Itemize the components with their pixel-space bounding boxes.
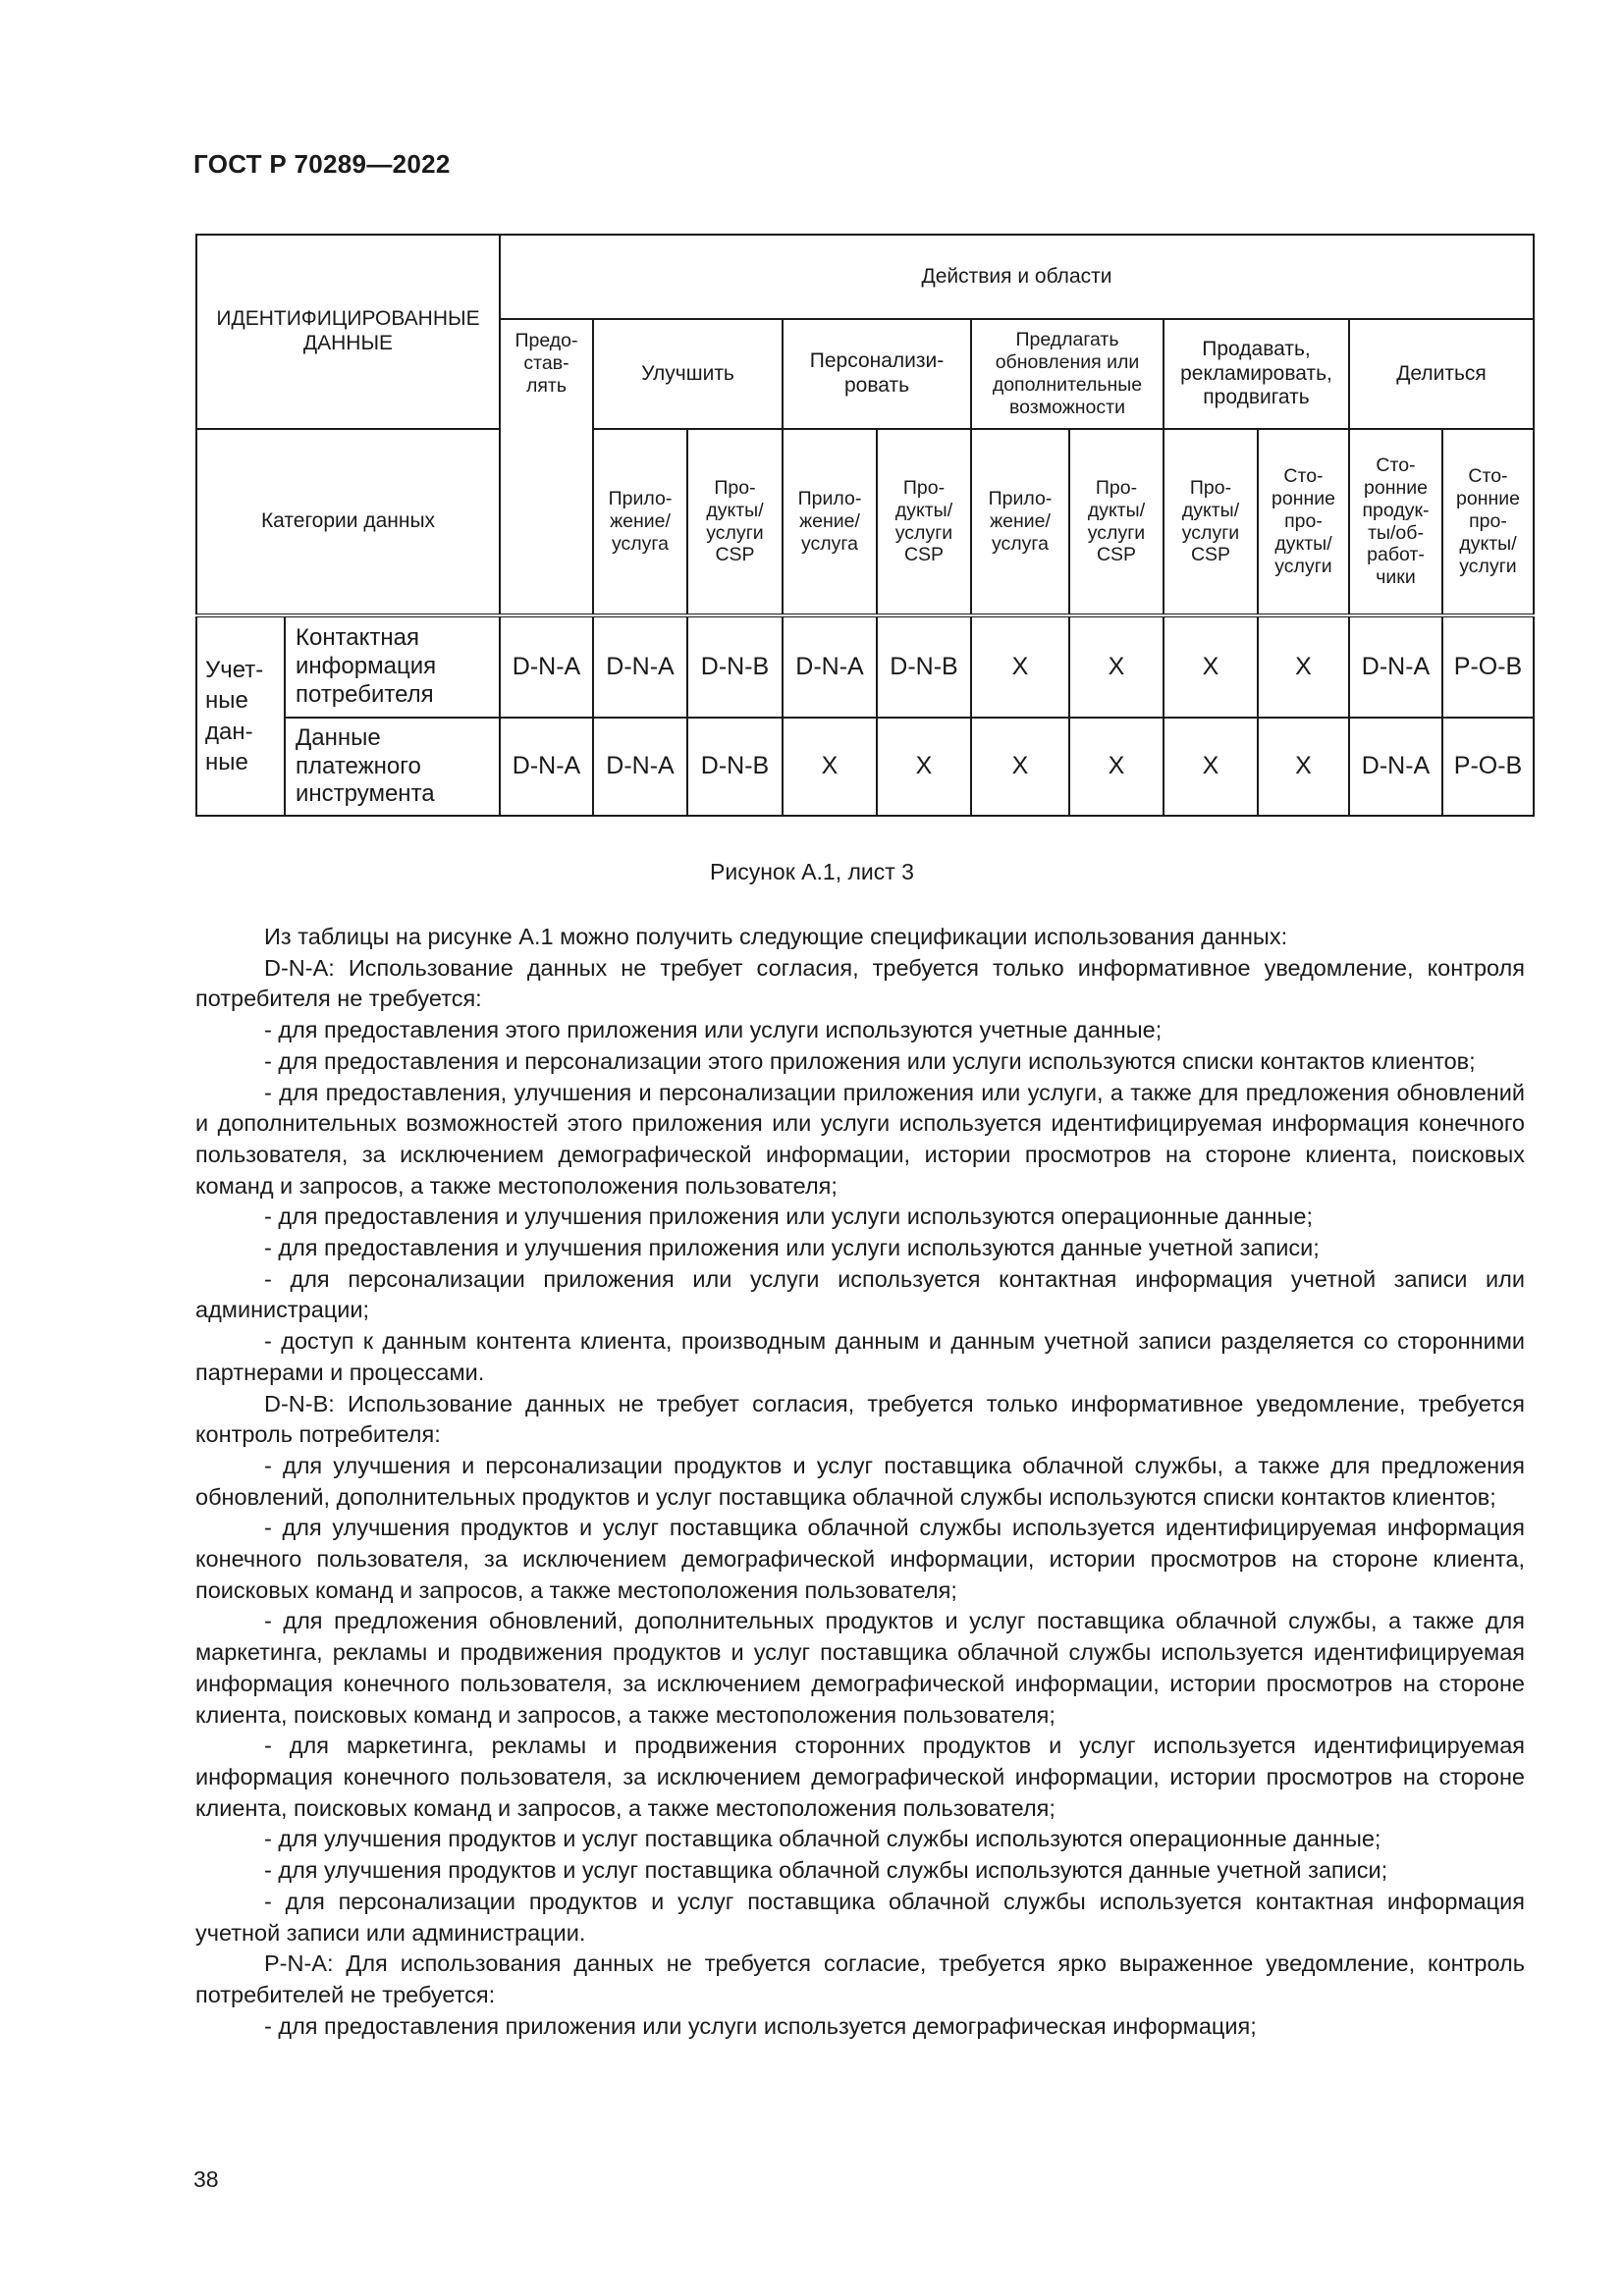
sub-header-app-personalize: Прило-жение/ услуга — [783, 429, 877, 615]
body-text — [195, 922, 1525, 2042]
paragraph: - для предложения обновлений, дополнительных продуктов и услуг поставщика облачной службы, а также для маркетинга, рекламы и продвижения продуктов и услуг поставщика облачной службы используется идентифицируемая информация конечного пользователя, за исключением демографической информации, истории просмотров на стороне клиента, поисковых команд и запросов, а также местоположения пользователя; — [195, 1608, 1525, 1728]
paragraph: D-N-A: Использование данных не требует согласия, требуется только информативное уведомление, контроля потребителя не требуется: — [195, 954, 1525, 1012]
table-cell: X — [1164, 615, 1258, 718]
row-label-contact-info: Контактная информация потребителя — [285, 615, 500, 718]
table-cell: X — [1258, 718, 1349, 816]
paragraph: - для улучшения продуктов и услуг поставщика облачной службы используются операционные данные; — [264, 1826, 1381, 1852]
table-cell: X — [1258, 615, 1349, 718]
share-header: Делиться — [1349, 319, 1534, 429]
paragraph: Из таблицы на рисунке А.1 можно получить следующие спецификации использования данных: — [264, 924, 1288, 949]
table-cell: D-N-B — [877, 615, 971, 718]
provide-header: Предо-став-лять — [500, 319, 593, 615]
paragraph: - для улучшения продуктов и услуг поставщика облачной службы используются данные учетной записи; — [264, 1857, 1388, 1884]
sub-header-csp-offer: Про-дукты/ услуги CSP — [1069, 429, 1164, 615]
table-cell: X — [971, 718, 1069, 816]
table-cell: X — [783, 718, 877, 816]
table-cell: X — [877, 718, 971, 816]
account-data-group-label: Учет-ные дан-ные — [196, 615, 285, 816]
sub-header-csp-sell: Про-дукты/ услуги CSP — [1164, 429, 1258, 615]
table-cell: D-N-A — [593, 615, 687, 718]
sub-header-csp-improve: Про-дукты/ услуги CSP — [687, 429, 783, 615]
table-cell: D-N-B — [687, 718, 783, 816]
paragraph: - для улучшения продуктов и услуг поставщика облачной службы используется идентифицируемая информация конечного пользователя, за исключением демографической информации, истории просмотров на стороне клиента, поисковых команд и запросов, а также местоположения пользователя; — [195, 1515, 1525, 1603]
table-cell: X — [1069, 615, 1164, 718]
actions-header: Действия и области — [500, 235, 1534, 319]
paragraph: - для предоставления и улучшения приложения или услуги используются операционные данные; — [264, 1203, 1314, 1230]
sub-header-csp-personalize: Про-дукты/ услуги CSP — [877, 429, 971, 615]
paragraph: - для предоставления и персонализации этого приложения или услуги используются списки контактов клиентов; — [264, 1047, 1476, 1074]
offer-updates-header: Предлагать обновления или дополнительные возможности — [971, 319, 1164, 429]
sell-header: Продавать, рекламировать, продвигать — [1164, 319, 1349, 429]
table-cell: D-N-A — [1349, 718, 1442, 816]
table-cell: D-N-A — [1349, 615, 1442, 718]
sub-header-app-offer: Прило-жение/ услуга — [971, 429, 1069, 615]
improve-header: Улучшить — [593, 319, 783, 429]
table-cell: D-N-A — [783, 615, 877, 718]
sub-header-third-party-share: Сто-ронние про-дукты/ услуги — [1442, 429, 1534, 615]
paragraph: - для предоставления этого приложения или услуги используются учетные данные; — [264, 1017, 1163, 1043]
sub-header-third-party-sell: Сто-ронние про-дукты/ услуги — [1258, 429, 1349, 615]
data-usage-table — [195, 234, 1535, 817]
table-cell: D-N-B — [687, 615, 783, 718]
paragraph: - доступ к данным контента клиента, производным данным и данным учетной записи разделяется со сторонними партнерами и процессами. — [195, 1328, 1525, 1385]
table-cell: D-N-A — [500, 718, 593, 816]
paragraph: - для улучшения и персонализации продуктов и услуг поставщика облачной службы, а также для предложения обновлений, дополнительных продуктов и услуг поставщика облачной службы используются списки контактов клиентов; — [195, 1452, 1525, 1510]
paragraph: D-N-B: Использование данных не требует согласия, требуется только информативное уведомление, требуется контроль потребителя: — [195, 1390, 1525, 1448]
table-cell: X — [1164, 718, 1258, 816]
table-cell: X — [971, 615, 1069, 718]
paragraph: - для персонализации продуктов и услуг поставщика облачной службы используется контактная информация учетной записи или администрации. — [195, 1888, 1525, 1946]
paragraph: P-N-A: Для использования данных не требуется согласие, требуется ярко выраженное уведомление, контроль потребителей не требуется: — [195, 1950, 1525, 2007]
table-cell: P-O-B — [1442, 615, 1534, 718]
data-categories-header: Категории данных — [196, 429, 500, 615]
table-cell: D-N-A — [500, 615, 593, 718]
sub-header-app-improve: Прило-жение/ услуга — [593, 429, 687, 615]
table-cell: D-N-A — [593, 718, 687, 816]
page-number: 38 — [193, 2166, 219, 2192]
document-header: ГОСТ Р 70289—2022 — [193, 149, 451, 179]
table-cell: P-O-B — [1442, 718, 1534, 816]
figure-caption: Рисунок А.1, лист 3 — [710, 859, 914, 884]
identified-data-header: ИДЕНТИФИЦИРОВАННЫЕ ДАННЫЕ — [196, 235, 500, 429]
paragraph: - для предоставления, улучшения и персонализации приложения или услуги, а также для предложения обновлений и дополнительных возможностей этого приложения или услуги используется идентифицируемая информация конечного пользователя, за исключением демографической информации, истории просмотров на стороне клиента, поисковых команд и запросов, а также местоположения пользователя; — [195, 1079, 1525, 1199]
paragraph: - для предоставления и улучшения приложения или услуги используются данные учетной записи; — [264, 1235, 1320, 1261]
row-label-payment-data: Данные платежного инструмента — [285, 718, 500, 816]
sub-header-third-party-processors: Сто-ронние продук-ты/об-работ-чики — [1349, 429, 1442, 615]
personalize-header: Персонализи-ровать — [783, 319, 971, 429]
paragraph: - для персонализации приложения или услуги используется контактная информация учетной записи или администрации; — [195, 1265, 1525, 1323]
paragraph: - для предоставления приложения или услуги используется демографическая информация; — [264, 2012, 1257, 2039]
paragraph: - для маркетинга, рекламы и продвижения сторонних продуктов и услуг используется идентифицируемая информация конечного пользователя, за исключением демографической информации, истории просмотров на стороне клиента, поисковых команд и запросов, а также местоположения пользователя; — [195, 1733, 1525, 1821]
table-cell: X — [1069, 718, 1164, 816]
